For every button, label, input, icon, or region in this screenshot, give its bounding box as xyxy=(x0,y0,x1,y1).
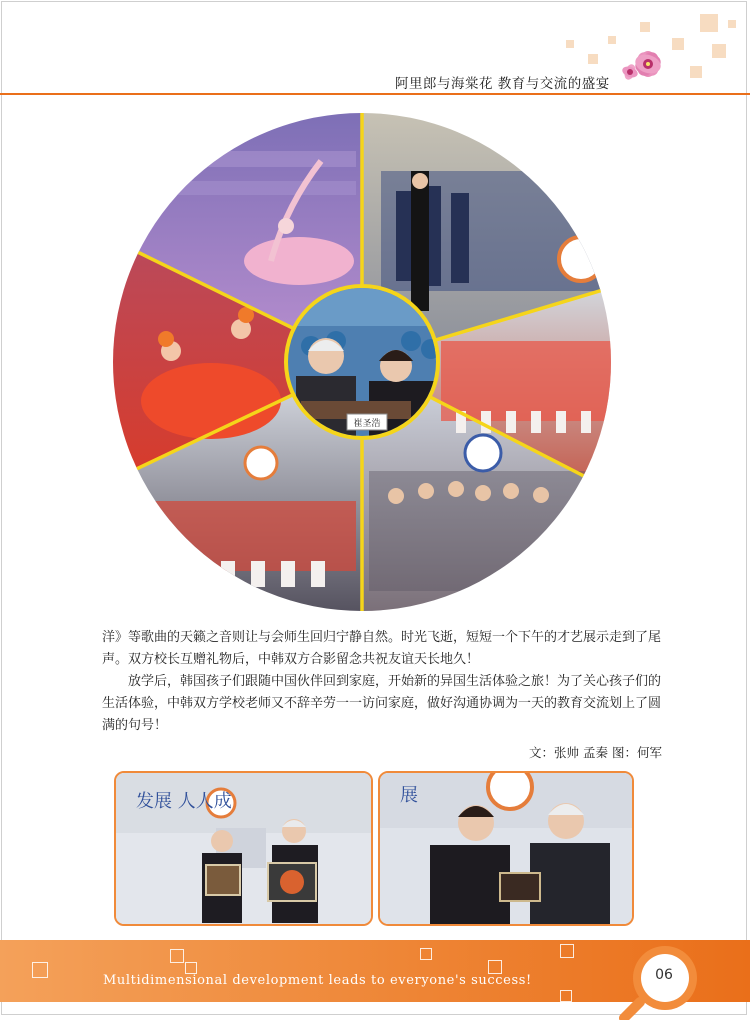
footer-motto: Multidimensional development leads to everyone's success! xyxy=(103,973,532,988)
article-body xyxy=(102,627,662,737)
header-rule xyxy=(0,93,750,95)
page-number: 06 xyxy=(655,967,673,983)
photo-gift-exchange-left xyxy=(114,771,373,926)
article-credit: 文：张帅 孟秦 图：何军 xyxy=(529,745,662,760)
header-title: 阿里郎与海棠花 教育与交流的盛宴 xyxy=(395,76,610,92)
photo-gift-exchange-right xyxy=(378,771,634,926)
flower-icon xyxy=(618,42,674,90)
photo-collage-circle xyxy=(111,111,613,613)
name-card-text: 崔圣浩 xyxy=(353,419,381,429)
article-paragraph-1: 洋》等歌曲的天籁之音则让与会师生回归宁静自然。时光飞逝，短短一个下午的才艺展示走到了尾声。双方校长互赠礼物后，中韩双方合影留念共祝友谊天长地久！ xyxy=(102,630,662,667)
article-paragraph-2: 放学后，韩国孩子们跟随中国伙伴回到家庭，开始新的异国生活体验之旅！为了关心孩子们的生活体验，中韩双方学校老师又不辞辛劳一一访问家庭，做好沟通协调为一天的教育交流划上了圆满的句号！ xyxy=(102,674,662,733)
right-photo-banner: 展 xyxy=(400,785,418,806)
left-photo-banner: 发展 人人成 xyxy=(136,791,232,812)
